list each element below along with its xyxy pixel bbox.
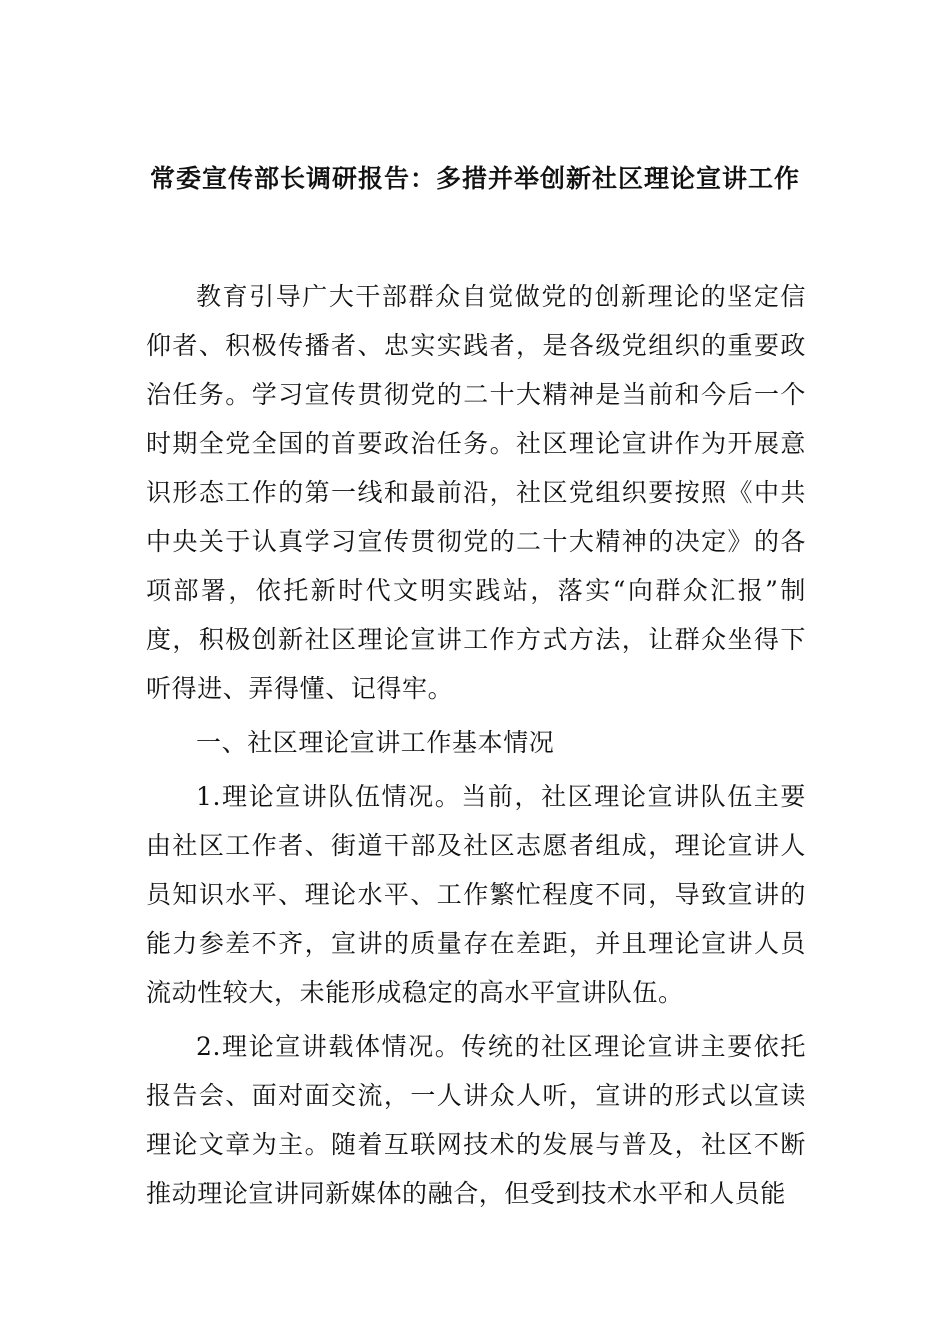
intro-paragraph: 教育引导广大干部群众自觉做党的创新理论的坚定信仰者、积极传播者、忠实实践者，是各级党组织的重要政治任务。学习宣传贯彻党的二十大精神是当前和今后一个时期全党全国的首要政治任务。社区理论宣讲作为开展意识形态工作的第一线和最前沿，社区党组织要按照《中共中央关于认真学习宣传贯彻党的二十大精神的决定》的各项部署，依托新时代文明实践站，落实“向群众汇报”制度，积极创新社区理论宣讲工作方式方法，让群众坐得下听得进、弄得懂、记得牢。 <box>146 282 806 703</box>
section-heading: 一、社区理论宣讲工作基本情况 <box>196 728 555 757</box>
document-title: 常委宣传部长调研报告：多措并举创新社区理论宣讲工作 <box>149 164 800 193</box>
paragraph-carrier: 2.理论宣讲载体情况。传统的社区理论宣讲主要依托报告会、面对面交流，一人讲众人听，宣讲的形式以宣读理论文章为主。随着互联网技术的发展与普及，社区不断推动理论宣讲同新媒体的融合，但受到技术水平和人员能 <box>146 1032 806 1208</box>
paragraph-team: 1.理论宣讲队伍情况。当前，社区理论宣讲队伍主要由社区工作者、街道干部及社区志愿者组成，理论宣讲人员知识水平、理论水平、工作繁忙程度不同，导致宣讲的能力参差不齐，宣讲的质量存在差距，并且理论宣讲人员流动性较大，未能形成稳定的高水平宣讲队伍。 <box>146 782 806 1007</box>
document-body <box>146 272 806 1223</box>
